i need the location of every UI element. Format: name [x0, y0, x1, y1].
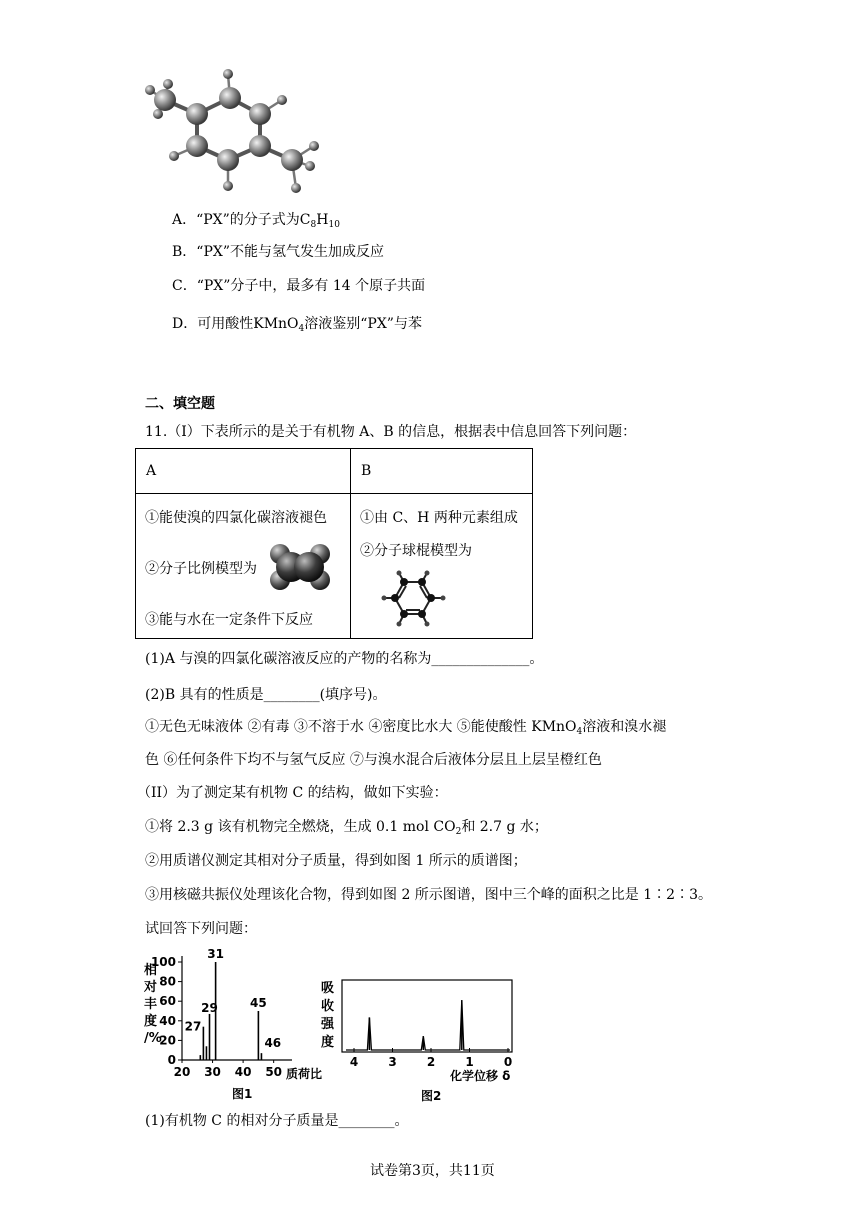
- fig1-ytick-label: 100: [150, 955, 176, 969]
- fig2-ylabel-char: 收: [321, 999, 335, 1014]
- figure-1-mass-spectrum: [140, 944, 330, 1104]
- fig2-caption: 图2: [421, 1089, 442, 1103]
- fig2-xtick-label: 4: [349, 1055, 359, 1069]
- a-property-3: ③能与水在一定条件下反应: [145, 612, 313, 628]
- fig2-xtick-label: 3: [388, 1055, 397, 1069]
- fig2-spectrum-line: [346, 1000, 510, 1050]
- b-property-1: ①由 C、H 两种元素组成: [360, 510, 518, 526]
- option-c: C．“PX”分子中，最多有 14 个原子共面: [172, 278, 426, 294]
- fig1-xlabel: 质荷比: [286, 1067, 323, 1081]
- table-cell-b: [351, 494, 532, 638]
- table-cell-a: [136, 494, 350, 638]
- table-header-b: B: [361, 463, 372, 479]
- fig1-ytick-label: 40: [159, 1013, 176, 1028]
- q11-c-part1: (1)有机物 C 的相对分子质量是________。: [145, 1113, 409, 1129]
- fig1-ytick-label: 80: [159, 974, 176, 989]
- q11-choices-line1: ①无色无味液体 ②有毒 ③不溶于水 ④密度比水大 ⑤能使酸性 KMnO$_4$溶液和溴水褪: [145, 719, 667, 737]
- px-molecule-image: [140, 62, 330, 197]
- experiment-3: ③用核磁共振仪处理该化合物，得到如图 2 所示图谱，图中三个峰的面积之比是 1∶2∶3。: [145, 887, 712, 903]
- q11-part2: (2)B 具有的性质是________(填序号)。: [145, 687, 387, 703]
- fig1-peak-label: 46: [264, 1036, 282, 1051]
- q11-choices-line2: 色 ⑥任何条件下均不与氢气反应 ⑦与溴水混合后液体分层且上层呈橙红色: [145, 752, 602, 768]
- fig1-xtick-label: 50: [265, 1065, 283, 1079]
- q11-intro: 11.（I）下表所示的是关于有机物 A、B 的信息，根据表中信息回答下列问题：: [145, 424, 637, 440]
- fig1-peak-label: 29: [201, 1000, 218, 1015]
- fig1-xtick-label: 40: [234, 1065, 252, 1079]
- fig1-caption: 图1: [232, 1087, 253, 1101]
- section-title: 二、填空题: [145, 396, 215, 412]
- fig2-xtick-label: 0: [503, 1055, 513, 1069]
- fig1-ytick-label: 60: [159, 994, 176, 1009]
- fig2-ylabel-char: 度: [321, 1035, 335, 1050]
- fig1-ylabel-char: 丰: [144, 997, 158, 1012]
- ethylene-space-filling-model: [266, 542, 334, 592]
- info-table: [135, 448, 533, 639]
- fig2-xtick-label: 1: [465, 1055, 474, 1069]
- fig1-peak-label: 45: [250, 996, 267, 1010]
- option-b: B．“PX”不能与氢气发生加成反应: [172, 244, 384, 260]
- fig2-xtick-label: 2: [426, 1055, 436, 1069]
- fig1-peak-label: 27: [184, 1019, 202, 1034]
- fig1-ylabel-char: /%: [144, 1031, 162, 1046]
- benzene-ball-stick-model: [381, 570, 451, 630]
- fig2-xlabel: 化学位移 δ: [450, 1069, 511, 1083]
- q11-part1: (1)A 与溴的四氯化碳溶液反应的产物的名称为______________。: [145, 651, 544, 667]
- q11-part-ii: （II）为了测定某有机物 C 的结构，做如下实验：: [137, 785, 448, 801]
- a-property-2: ②分子比例模型为: [145, 561, 257, 577]
- fig1-xtick-label: 20: [173, 1065, 191, 1079]
- fig2-ylabel-char: 强: [321, 1017, 335, 1032]
- experiment-1: ①将 2.3 g 该有机物完全燃烧，生成 0.1 mol $CO_2$和 2.7 g 水；: [145, 819, 548, 837]
- a-property-1: ①能使溴的四氯化碳溶液褪色: [145, 510, 327, 526]
- fig1-ylabel-char: 对: [144, 980, 158, 995]
- fig2-ylabel-char: 吸: [321, 981, 335, 996]
- fig1-ylabel-char: 度: [144, 1014, 158, 1029]
- option-d: D．可用酸性KMnO$_4$溶液鉴别“PX”与苯: [172, 316, 422, 334]
- fig1-ytick-label: 0: [167, 1053, 176, 1067]
- page-footer: 试卷第3页，共11页: [370, 1163, 495, 1179]
- fig1-xtick-label: 30: [204, 1065, 221, 1079]
- figure-2-nmr-spectrum: [318, 972, 538, 1104]
- option-a: A．“PX”的分子式为$C_8H_{10}$: [172, 212, 340, 230]
- experiment-2: ②用质谱仪测定其相对分子质量，得到如图 1 所示的质谱图；: [145, 853, 527, 869]
- fig1-peak-label: 31: [207, 947, 224, 961]
- fig1-ylabel-char: 相: [144, 963, 158, 978]
- ask-line: 试回答下列问题：: [145, 921, 257, 937]
- fig1-ytick-label: 20: [159, 1033, 176, 1048]
- table-header-a: A: [146, 463, 157, 479]
- b-property-2: ②分子球棍模型为: [360, 543, 472, 559]
